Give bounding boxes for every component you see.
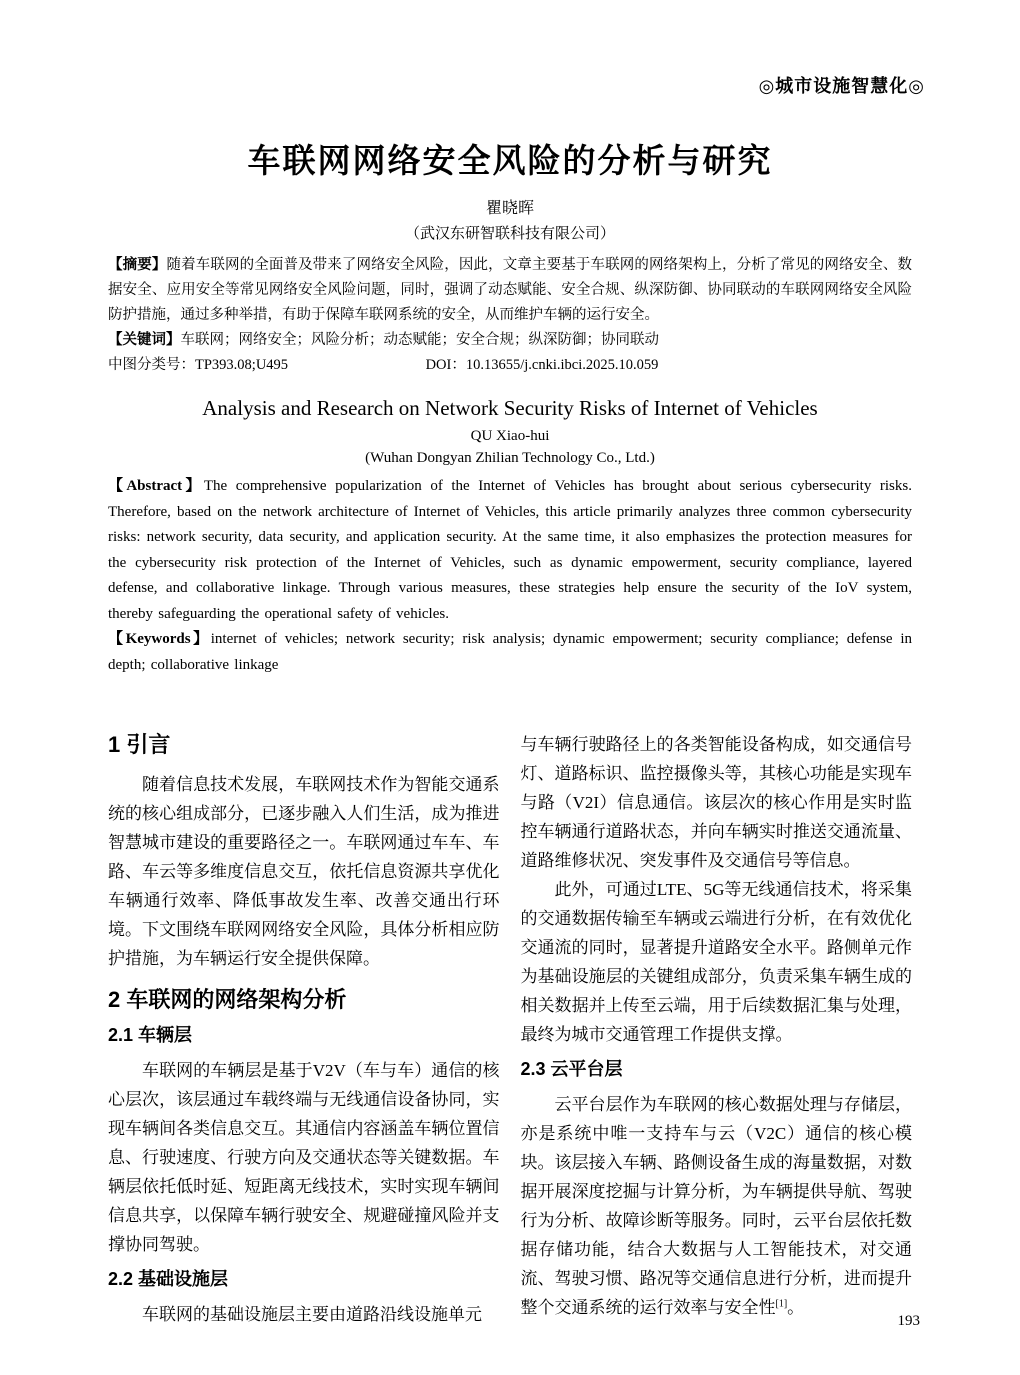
section-2-2-heading: 2.2 基础设施层 xyxy=(108,1269,229,1289)
clc-label: 中图分类号： xyxy=(108,357,195,373)
running-header: ◎城市设施智慧化◎ xyxy=(758,76,925,96)
keywords-zh xyxy=(108,328,912,353)
article-title-en: Analysis and Research on Network Security Risks of Internet of Vehicles xyxy=(202,396,818,420)
abstract-en-label: 【Abstract】 xyxy=(108,478,204,494)
section-2-3-paragraph xyxy=(521,1090,913,1322)
abstract-en-text: The comprehensive popularization of the Internet of Vehicles has brought about serious cybersecurity risks. Therefore, based on the network architecture of Internet of Vehicles, this article primarily analyzes three common cybersecurity risks: network security, data security, and application security. At the same time, it also emphasizes the protection measures for the cybersecurity risk protection of the Internet of Vehicles, such as dynamic empowerment, security compliance, layered defense, and collaborative linkage. Through various measures, these strategies help ensure the security of the IoV system, thereby safeguarding the operational safety of vehicles. xyxy=(108,478,912,622)
section-2-3-period: 。 xyxy=(787,1298,805,1317)
keywords-en-text: internet of vehicles; network security; risk analysis; dynamic empowerment; security compliance; defense in depth; collaborative linkage xyxy=(108,631,913,673)
abstract-zh-label: 【摘要】 xyxy=(108,257,167,273)
clc-part xyxy=(108,353,426,378)
keywords-zh-label: 【关键词】 xyxy=(108,332,181,348)
section-2-2-paragraph-continued: 与车辆行驶路径上的各类智能设备构成，如交通信号灯、道路标识、监控摄像头等，其核心功能是实现车与路（V2I）信息通信。该层次的核心作用是实时监控车辆通行道路状态，并向车辆实时推送交通流量、道路维修状况、突发事件及交通信号等信息。 xyxy=(520,735,912,870)
doi-part xyxy=(426,353,912,378)
abstract-zh xyxy=(108,253,912,328)
section-1-heading: 1 引言 xyxy=(108,732,171,757)
article-title-zh: 车联网网络安全风险的分析与研究 xyxy=(247,144,773,180)
section-2-heading: 2 车联网的网络架构分析 xyxy=(108,987,347,1012)
author-en: QU Xiao-hui xyxy=(470,428,550,444)
affiliation-en: (Wuhan Dongyan Zhilian Technology Co., Ltd.) xyxy=(365,450,655,466)
abstract-en xyxy=(108,474,912,627)
left-column xyxy=(108,730,500,1329)
keywords-en-label: 【Keywords】 xyxy=(108,631,211,647)
keywords-zh-text: 车联网；网络安全；风险分析；动态赋能；安全合规；纵深防御；协同联动 xyxy=(180,332,659,348)
section-2-3-heading: 2.3 云平台层 xyxy=(520,1059,623,1079)
section-2-1-heading: 2.1 车辆层 xyxy=(108,1025,193,1045)
page-number: 193 xyxy=(897,1313,920,1329)
doi-label: DOI： xyxy=(425,357,466,373)
abstract-zh-text: 随着车联网的全面普及带来了网络安全风险，因此，文章主要基于车联网的网络架构上，分析了常见的网络安全、数据安全、应用安全等常见网络安全风险问题，同时，强调了动态赋能、安全合规、纵深防御、协同联动的车联网网络安全风险防护措施，通过多种举措，有助于保障车联网系统的安全，从而维护车辆的运行安全。 xyxy=(108,257,912,323)
body-columns xyxy=(108,730,912,1329)
doi-value: 10.13655/j.cnki.ibci.2025.10.059 xyxy=(465,357,659,373)
keywords-en xyxy=(108,627,912,678)
author-zh: 瞿晓晖 xyxy=(485,200,534,217)
clc-doi-line xyxy=(108,353,912,378)
section-2-3-text: 云平台层作为车联网的核心数据处理与存储层，亦是系统中唯一支持车与云（V2C）通信的核心模块。该层接入车辆、路侧设备生成的海量数据，对数据开展深度挖掘与计算分析，为车辆提供导航、驾驶行为分析、故障诊断等服务。同时，云平台层依托数据存储功能，结合大数据与人工智能技术，对交通流、驾驶习惯、路况等交通信息进行分析，进而提升整个交通系统的运行效率与安全性 xyxy=(520,1095,912,1317)
section-1-paragraph: 随着信息技术发展，车联网技术作为智能交通系统的核心组成部分，已逐步融入人们生活，成为推进智慧城市建设的重要路径之一。车联网通过车车、车路、车云等多维度信息交互，依托信息资源共享优化车辆通行效率、降低事故发生率、改善交通出行环境。下文围绕车联网网络安全风险，具体分析相应防护措施，为车辆运行安全提供保障。 xyxy=(108,775,500,968)
citation-ref-1: [1] xyxy=(775,1298,788,1310)
section-2-2-paragraph-2: 此外，可通过LTE、5G等无线通信技术，将采集的交通数据传输至车辆或云端进行分析，在有效优化交通流的同时，显著提升道路安全水平。路侧单元作为基础设施层的关键组成部分，负责采集车辆生成的相关数据并上传至云端，用于后续数据汇集与处理，最终为城市交通管理工作提供支撑。 xyxy=(520,880,912,1044)
section-2-2-paragraph-start: 车联网的基础设施层主要由道路沿线设施单元 xyxy=(142,1305,482,1324)
right-column xyxy=(521,730,913,1329)
clc-value: TP393.08;U495 xyxy=(195,357,289,373)
section-2-1-paragraph: 车联网的车辆层是基于V2V（车与车）通信的核心层次，该层通过车载终端与无线通信设备协同，实现车辆间各类信息交互。其通信内容涵盖车辆位置信息、行驶速度、行驶方向及交通状态等关键数据。车辆层依托低时延、短距离无线技术，实时实现车辆间信息共享，以保障车辆行驶安全、规避碰撞风险并支撑协同驾驶。 xyxy=(108,1061,500,1254)
affiliation-zh: （武汉东研智联科技有限公司） xyxy=(404,226,615,242)
